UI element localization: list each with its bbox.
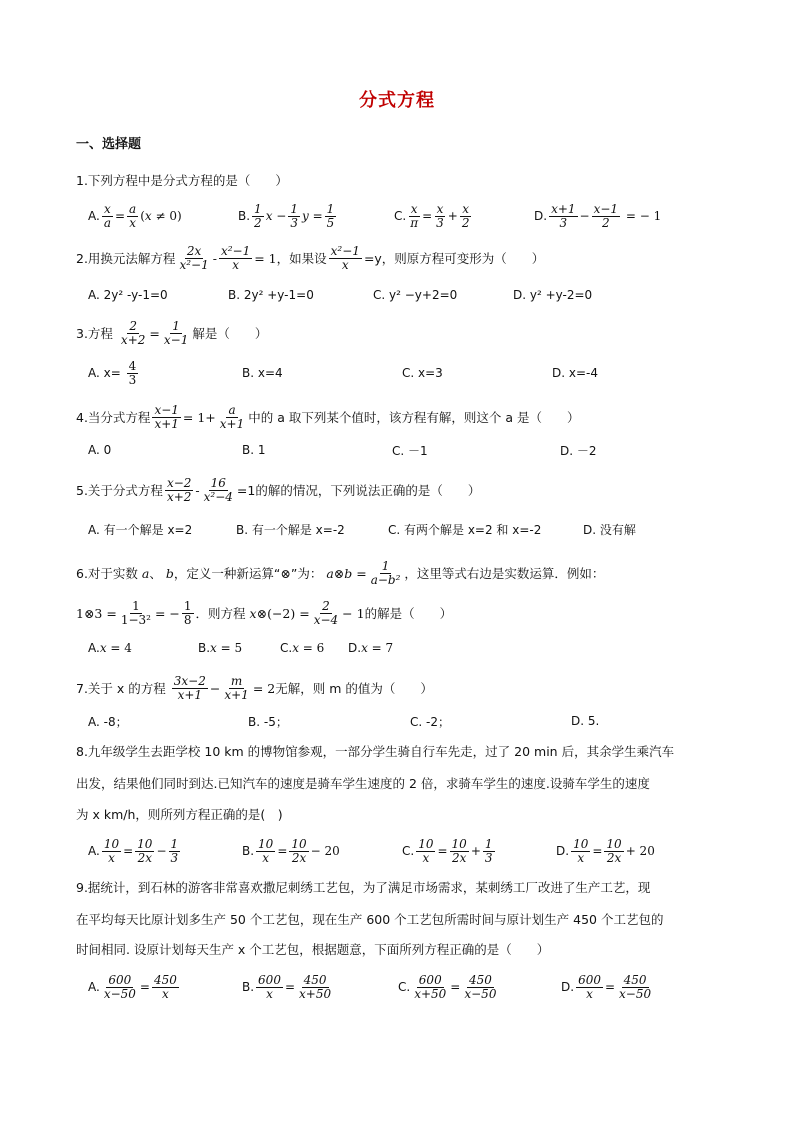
q9-option-b[interactable]: B. $\frac{600}{x}$ = $\frac{450}{x+50}$	[242, 972, 332, 1001]
question-6-stem-line-2: 1⊗3 = $\frac{1}{\text{1−3²}}$ = − $\frac{1}{8}$ ．则方程 x ⊗(−2) = $\frac{2}{x-4}$ − 1 的解是（ ）	[76, 599, 453, 627]
q4-option-b[interactable]: B. 1	[242, 443, 266, 457]
q8-option-c[interactable]: C. $\frac{10}{x}$ = $\frac{10}{2x}$ + $\frac{1}{3}$	[402, 836, 493, 865]
q3-option-b[interactable]: B. x=4	[242, 366, 283, 380]
q3-option-d[interactable]: D. x=-4	[552, 366, 598, 380]
q5-option-d[interactable]: D. 没有解	[583, 522, 636, 537]
question-5-stem: 5.关于分式方程 x−2 x+2 - $\frac{16}{\text{x²−4}}$ =1的解的情况，下列说法正确的是（ ）	[76, 476, 481, 504]
q9-option-a[interactable]: A. $\frac{600}{x-50}$ = $\frac{450}{x}$	[88, 972, 177, 1001]
page-title: 分式方程	[359, 90, 435, 111]
q7-option-d[interactable]: D. 5.	[571, 714, 600, 728]
question-8-options	[88, 833, 728, 869]
q8-option-d[interactable]: D. $\frac{10}{x}$ = $\frac{10}{2x}$ + 20	[556, 836, 655, 865]
question-3-stem: 3.方程 $\frac{2}{x+2}$ = $\frac{1}{x-1}$ 解是（ ）	[76, 319, 268, 347]
q2-option-b[interactable]: B. 2y² +y-1=0	[228, 288, 314, 302]
question-8-stem-line-2: 出发，结果他们同时到达.已知汽车的速度是骑车学生速度的 2 倍，求骑车学生的速度.设骑车学生的速度	[76, 776, 650, 791]
q1-option-a[interactable]: A. $\frac{x}{a}$ = $\frac{a}{x}$ (x ≠ 0)	[88, 201, 182, 230]
q5-option-b[interactable]: B. 有一个解是 x=-2	[236, 522, 345, 537]
question-9-stem-line-1: 9.据统计，到石林的游客非常喜欢撒尼刺绣工艺包，为了满足市场需求，某刺绣工厂改进了生产工艺，现	[76, 880, 651, 895]
q2-option-a[interactable]: A. 2y² -y-1=0	[88, 288, 168, 302]
section-heading: 一、选择题	[76, 137, 142, 152]
q7-option-c[interactable]: C. -2；	[410, 714, 450, 729]
question-6-stem-line-1: 6.对于实数 a 、 b ，定义一种新运算“ ⊗ ”为： a ⊗ b = $\frac{1}{\text{a−b²}}$ ，这里等式右边是实数运算．例如：	[76, 559, 605, 587]
q7-option-a[interactable]: A. -8；	[88, 714, 128, 729]
q6-option-c[interactable]: C. x = 6	[280, 641, 325, 655]
q1-option-c[interactable]: C. $\frac{x}{\pi}$ = $\frac{x}{3}$ + $\frac{x}{2}$	[394, 201, 470, 230]
q4-option-d[interactable]: D. －2	[560, 443, 597, 458]
q1-option-b[interactable]: B. 1 2 x − $\frac{1}{3}$ y = $\frac{1}{5}$	[238, 201, 335, 230]
q2-option-d[interactable]: D. y² +y-2=0	[513, 288, 593, 302]
q4-option-c[interactable]: C. －1	[392, 443, 428, 458]
q5-option-c[interactable]: C. 有两个解是 x=2 和 x=-2	[388, 522, 542, 537]
q6-option-b[interactable]: B. x = 5	[198, 641, 243, 655]
question-4-stem: 4.当分式方程 $\frac{x-1}{x+1}$ = 1+ $\frac{a}{x+1}$ 中的 a 取下列某个值时，该方程有解，则这个 a 是（ ）	[76, 403, 580, 431]
question-5-options	[88, 511, 728, 547]
question-1-stem: 1.下列方程中是分式方程的是（ ）	[76, 173, 288, 188]
q5-option-a[interactable]: A. 有一个解是 x=2	[88, 522, 193, 537]
question-7-stem: 7.关于 x 的方程 3x−2 x+1 − $\frac{m}{x+1}$ = 2 无解，则 m 的值为（ ）	[76, 674, 433, 702]
q9-option-d[interactable]: D. $\frac{600}{x}$ = $\frac{450}{x-50}$	[561, 972, 652, 1001]
question-6-options	[88, 630, 728, 666]
q7-option-b[interactable]: B. -5；	[248, 714, 288, 729]
question-7-options	[88, 703, 728, 739]
q1-option-d[interactable]: D. x+1 3 − $\frac{x-1}{2}$ = − 1	[534, 201, 662, 230]
q4-option-a[interactable]: A. 0	[88, 443, 112, 457]
question-1-options	[88, 198, 728, 234]
question-2-stem: 2.用换元法解方程 2x x²−1 - $\frac{\text{x²−1}}{x}$ = 1 ，如果设 $\frac{\text{x²−1}}{x}$ =y，则原方程可变形为（ ）	[76, 244, 545, 272]
question-9-stem-line-3: 时间相同. 设原计划每天生产 x 个工艺包，根据题意，下面所列方程正确的是（ ）	[76, 942, 550, 957]
question-8-stem-line-3: 为 x km/h，则所列方程正确的是( )	[76, 807, 283, 822]
question-9-options	[88, 969, 728, 1005]
q3-option-a[interactable]: A. x= $\frac{4}{3}$	[88, 358, 137, 387]
question-4-options	[88, 432, 728, 468]
q2-option-c[interactable]: C. y² −y+2=0	[373, 288, 458, 302]
question-2-options	[88, 277, 728, 313]
q3-option-c[interactable]: C. x=3	[402, 366, 443, 380]
q8-option-b[interactable]: B. $\frac{10}{x}$ = $\frac{10}{2x}$ − 20	[242, 836, 340, 865]
q6-option-d[interactable]: D. x = 7	[348, 641, 394, 655]
question-8-stem-line-1: 8.九年级学生去距学校 10 km 的博物馆参观，一部分学生骑自行车先走，过了 20 min 后，其余学生乘汽车	[76, 744, 675, 759]
q9-option-c[interactable]: C. $\frac{600}{x+50}$ = $\frac{450}{x-50}$	[398, 972, 497, 1001]
q6-option-a[interactable]: A. x = 4	[88, 641, 132, 655]
q8-option-a[interactable]: A. $\frac{10}{x}$ = $\frac{10}{2x}$ − $\frac{1}{3}$	[88, 836, 179, 865]
question-9-stem-line-2: 在平均每天比原计划多生产 50 个工艺包，现在生产 600 个工艺包所需时间与原计划生产 450 个工艺包的	[76, 912, 664, 927]
question-3-options	[88, 355, 728, 391]
